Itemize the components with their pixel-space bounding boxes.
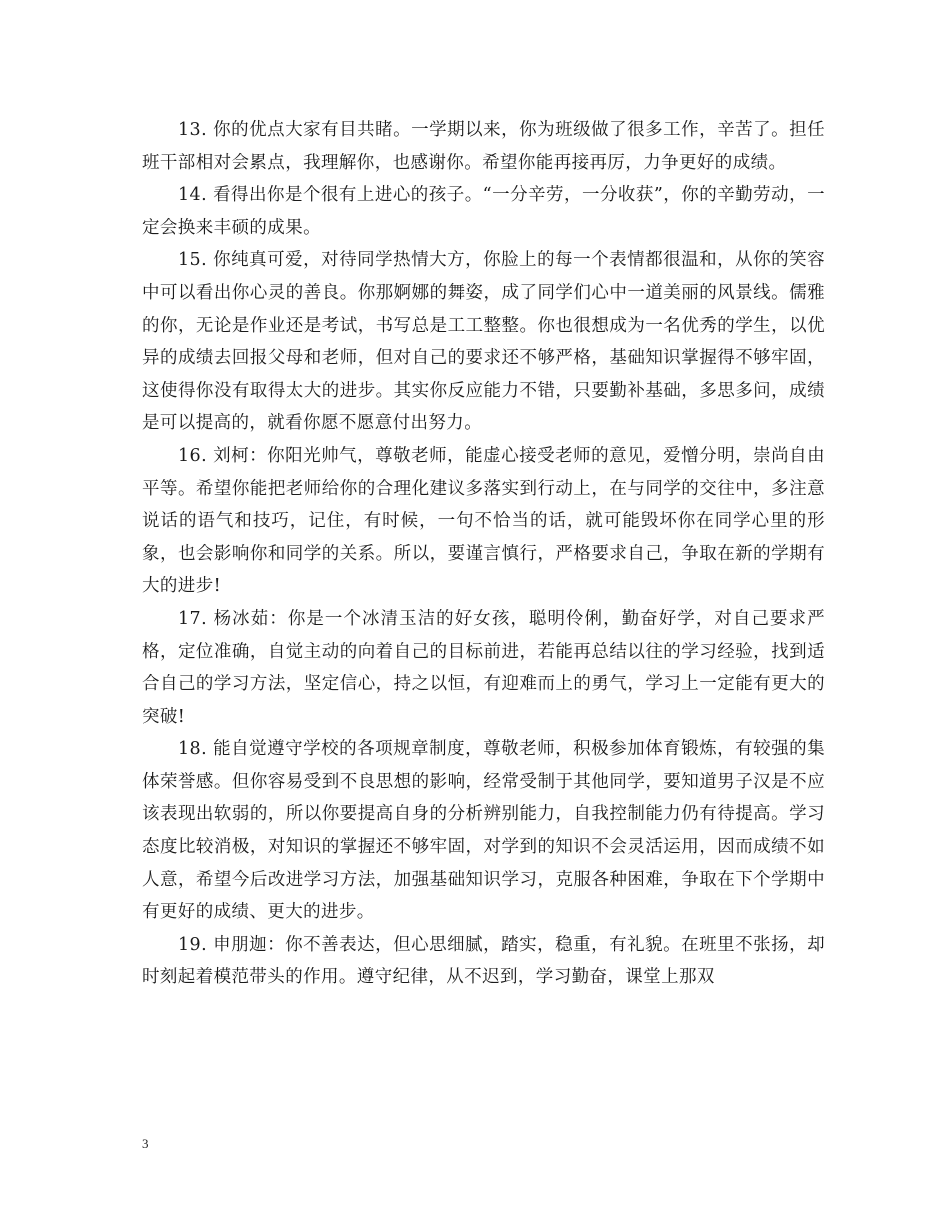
document-body: [142, 114, 825, 994]
paragraph-19: 19. 申朋迦：你不善表达，但心思细腻，踏实，稳重，有礼貌。在班里不张扬，却时刻起着模范带头的作用。遵守纪律，从不迟到，学习勤奋，课堂上那双: [142, 934, 825, 988]
paragraph-18: 18. 能自觉遵守学校的各项规章制度，尊敬老师，积极参加体育锻炼，有较强的集体荣誉感。但你容易受到不良思想的影响，经常受制于其他同学，要知道男子汉是不应该表现出软弱的，所以你要提高自身的分析辨别能力，自我控制能力仍有待提高。学习态度比较消极，对知识的掌握还不够牢固，对学到的知识不会灵活运用，因而成绩不如人意，希望今后改进学习方法，加强基础知识学习，克服各种困难，争取在下个学期中有更好的成绩、更大的进步。: [142, 739, 825, 923]
paragraph-14: 14. 看得出你是个很有上进心的孩子。“一分辛劳，一分收获”，你的辛勤劳动，一定会换来丰硕的成果。: [142, 185, 825, 238]
paragraph-13: 13. 你的优点大家有目共睹。一学期以来，你为班级做了很多工作，辛苦了。担任班干部相对会累点，我理解你，也感谢你。希望你能再接再厉，力争更好的成绩。: [142, 120, 825, 173]
paragraph-16: 16. 刘柯：你阳光帅气，尊敬老师，能虚心接受老师的意见，爱憎分明，崇尚自由平等。希望你能把老师给你的合理化建议多落实到行动上，在与同学的交往中，多注意说话的语气和技巧，记住，有时候，一句不恰当的话，就可能毁坏你在同学心里的形象，也会影响你和同学的关系。所以，要谨言慎行，严格要求自己，争取在新的学期有大的进步!: [142, 445, 825, 597]
paragraph-15: 15. 你纯真可爱，对待同学热情大方，你脸上的每一个表情都很温和，从你的笑容中可以看出你心灵的善良。你那婀娜的舞姿，成了同学们心中一道美丽的风景线。儒雅的你，无论是作业还是考试，书写总是工工整整。你也很想成为一名优秀的学生，以优异的成绩去回报父母和老师，但对自己的要求还不够严格，基础知识掌握得不够牢固，这使得你没有取得太大的进步。其实你反应能力不错，只要勤补基础，多思多问，成绩是可以提高的，就看你愿不愿意付出努力。: [142, 250, 825, 434]
page-number: 3: [142, 1136, 149, 1151]
paragraph-17: 17. 杨冰茹：你是一个冰清玉洁的好女孩，聪明伶俐，勤奋好学，对自己要求严格，定位准确，自觉主动的向着自己的目标前进，若能再总结以往的学习经验，找到适合自己的学习方法，坚定信心，持之以恒，有迎难而上的勇气，学习上一定能有更大的突破!: [142, 608, 825, 727]
